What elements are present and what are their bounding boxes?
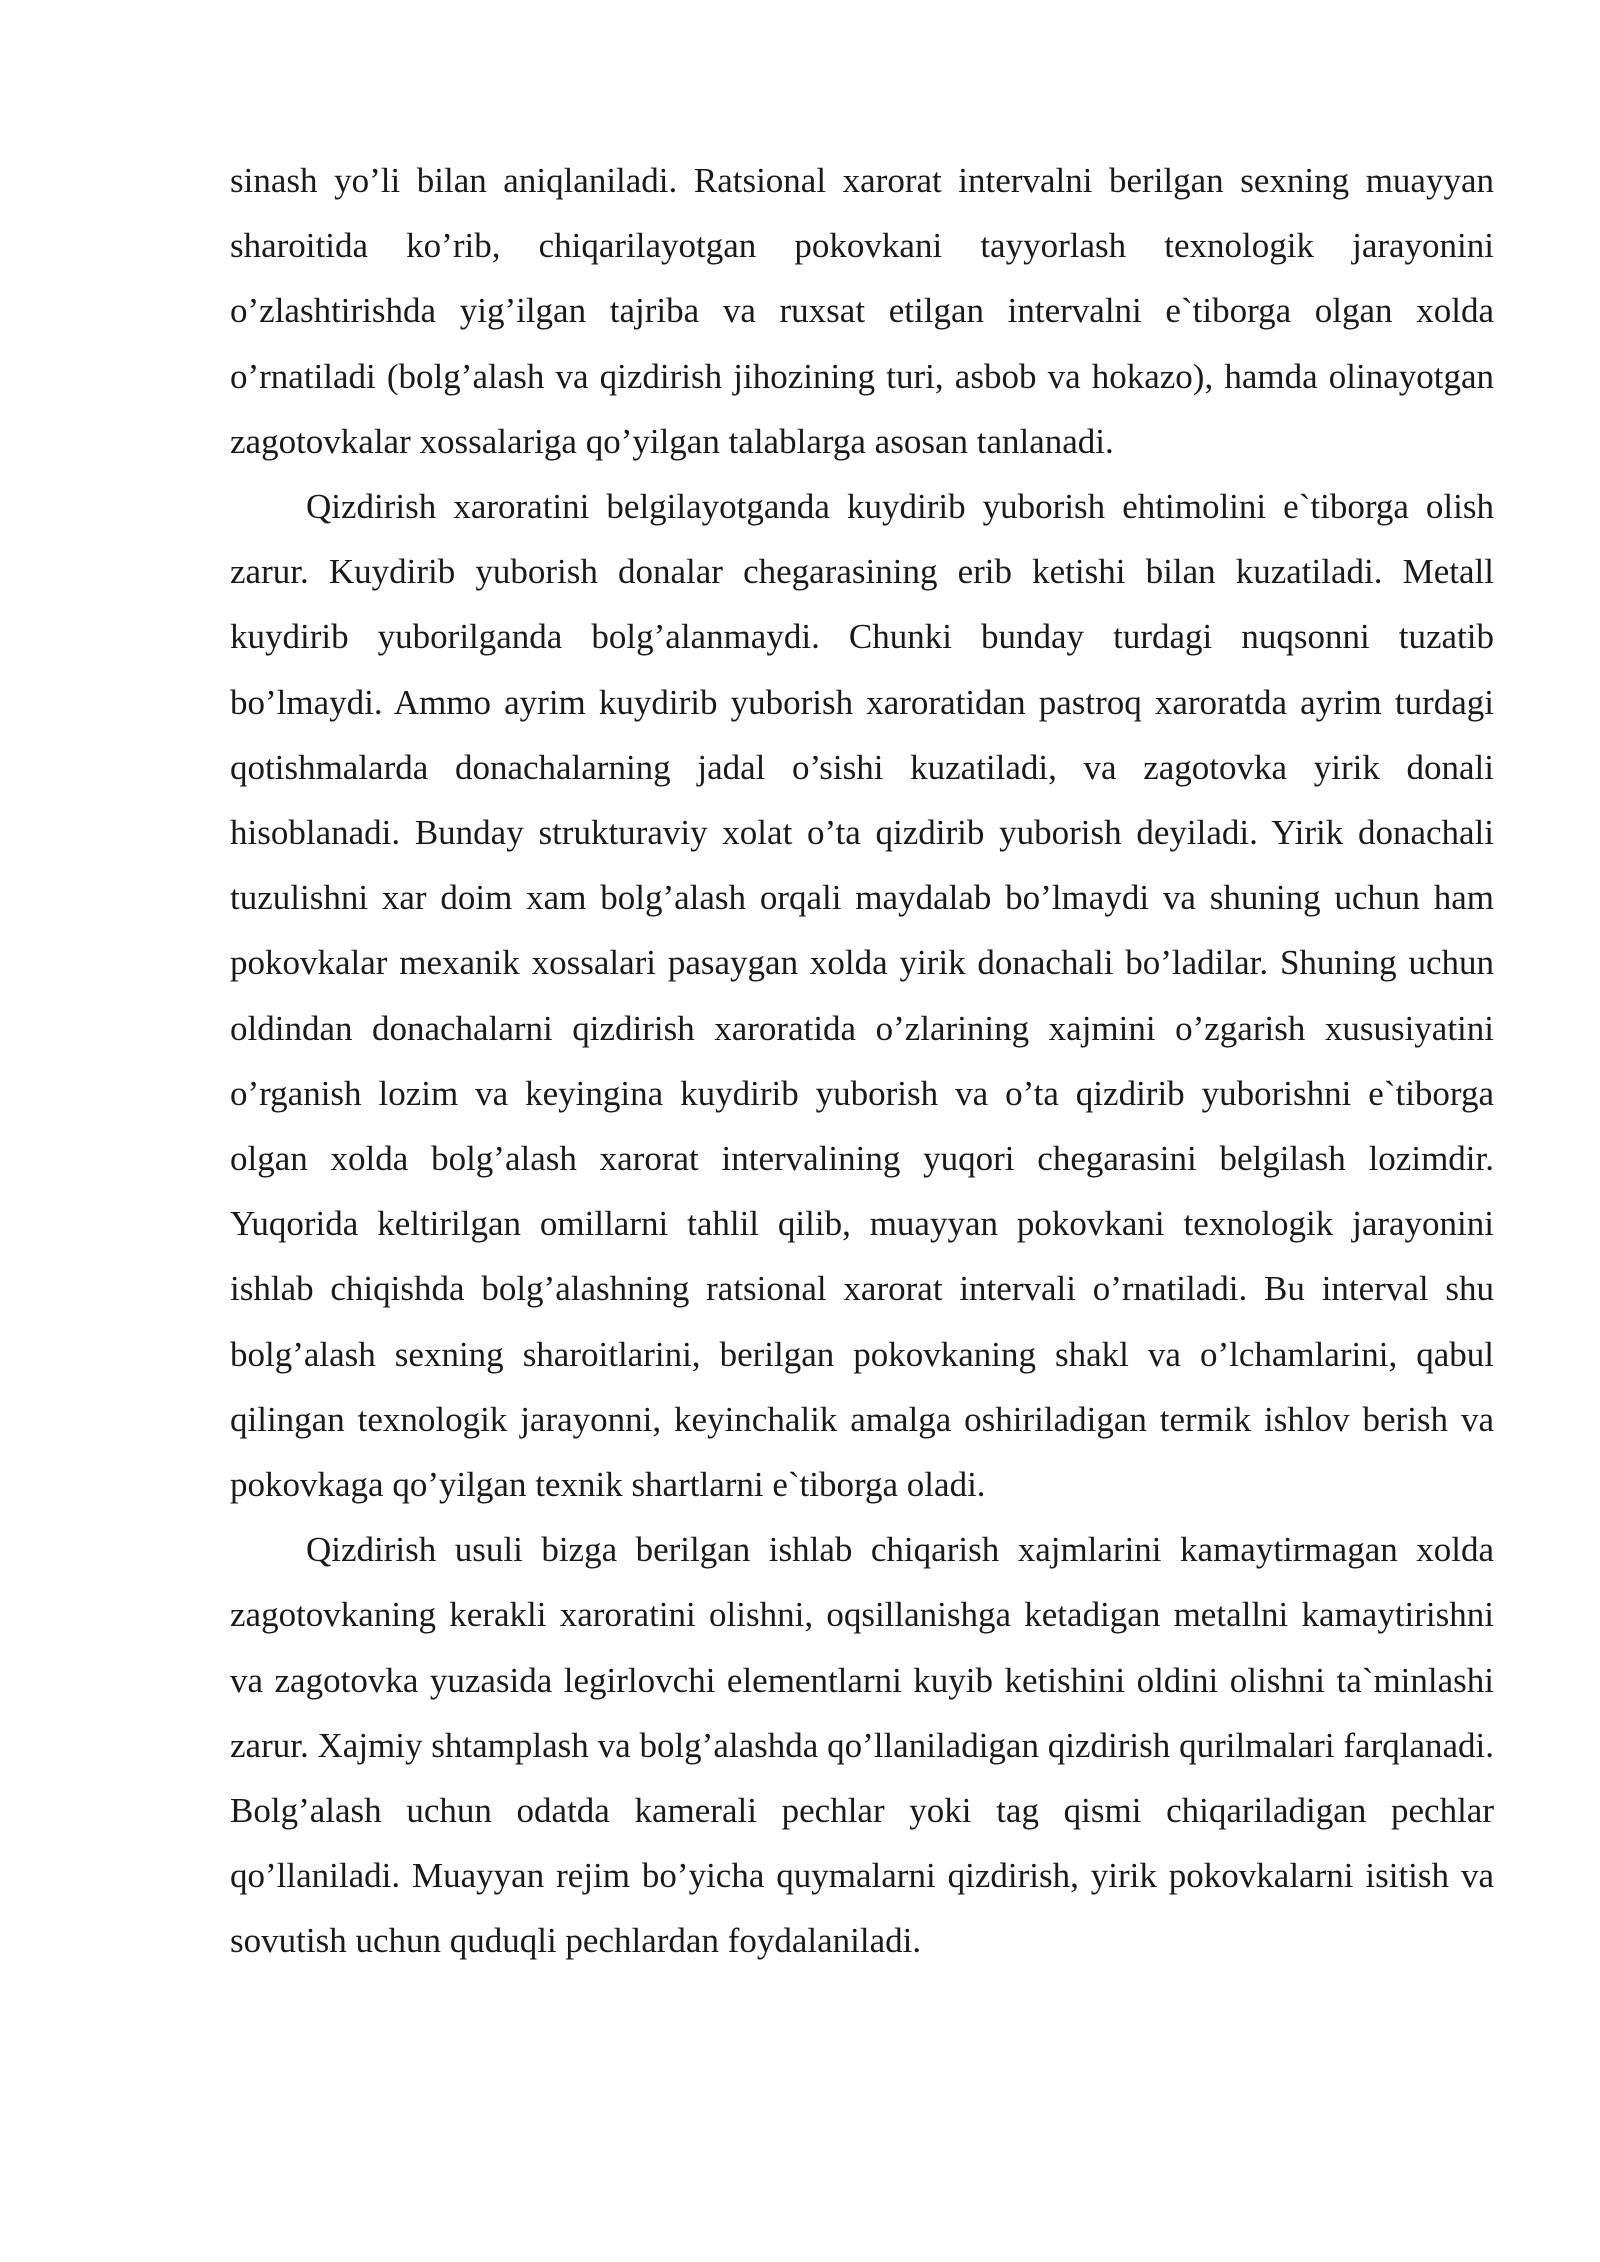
- document-page: [230, 148, 1494, 1974]
- paragraph-continuation: sinash yo’li bilan aniqlaniladi. Ratsional xarorat intervalni berilgan sexning muayyan sharoitida ko’rib, chiqarilayotgan pokovkani tayyorlash texnologik jarayonini o’zlashtirishda yig’ilgan tajriba va ruxsat etilgan intervalni e`tiborga olgan xolda o’rnatiladi (bolg’alash va qizdirish jihozining turi, asbob va hokazo), hamda olinayotgan zagotovkalar xossalariga qo’yilgan talablarga asosan tanlanadi.: [230, 161, 1494, 461]
- paragraph-heating-method: Qizdirish usuli bizga berilgan ishlab chiqarish xajmlarini kamaytirmagan xolda zagotovkaning kerakli xaroratini olishni, oqsillanishga ketadigan metallni kamaytirishni va zagotovka yuzasida legirlovchi elementlarni kuyib ketishini oldini olishni ta`minlashi zarur. Xajmiy shtamplash va bolg’alashda qo’llaniladigan qizdirish qurilmalari farqlanadi. Bolg’alash uchun odatda kamerali pechlar yoki tag qismi chiqariladigan pechlar qo’llaniladi. Muayyan rejim bo’yicha quymalarni qizdirish, yirik pokovkalarni isitish va sovutish uchun quduqli pechlardan foydalaniladi.: [230, 1530, 1494, 1961]
- paragraph-heating-temperature: Qizdirish xaroratini belgilayotganda kuydirib yuborish ehtimolini e`tiborga olish zarur. Kuydirib yuborish donalar chegarasining erib ketishi bilan kuzatiladi. Metall kuydirib yuborilganda bolg’alanmaydi. Chunki bunday turdagi nuqsonni tuzatib bo’lmaydi. Ammo ayrim kuydirib yuborish xaroratidan pastroq xaroratda ayrim turdagi qotishmalarda donachalarning jadal o’sishi kuzatiladi, va zagotovka yirik donali hisoblanadi. Bunday strukturaviy xolat o’ta qizdirib yuborish deyiladi. Yirik donachali tuzulishni xar doim xam bolg’alash orqali maydalab bo’lmaydi va shuning uchun ham pokovkalar mexanik xossalari pasaygan xolda yirik donachali bo’ladilar. Shuning uchun oldindan donachalarni qizdirish xaroratida o’zlarining xajmini o’zgarish xususiyatini o’rganish lozim va keyingina kuydirib yuborish va o’ta qizdirib yuborishni e`tiborga olgan xolda bolg’alash xarorat intervalining yuqori chegarasini belgilash lozimdir. Yuqorida keltirilgan omillarni tahlil qilib, muayyan pokovkani texnologik jarayonini ishlab chiqishda bolg’alashning ratsional xarorat intervali o’rnatiladi. Bu interval shu bolg’alash sexning sharoitlarini, berilgan pokovkaning shakl va o’lchamlarini, qabul qilingan texnologik jarayonni, keyinchalik amalga oshiriladigan termik ishlov berish va pokovkaga qo’yilgan texnik shartlarni e`tiborga oladi.: [230, 487, 1494, 1505]
